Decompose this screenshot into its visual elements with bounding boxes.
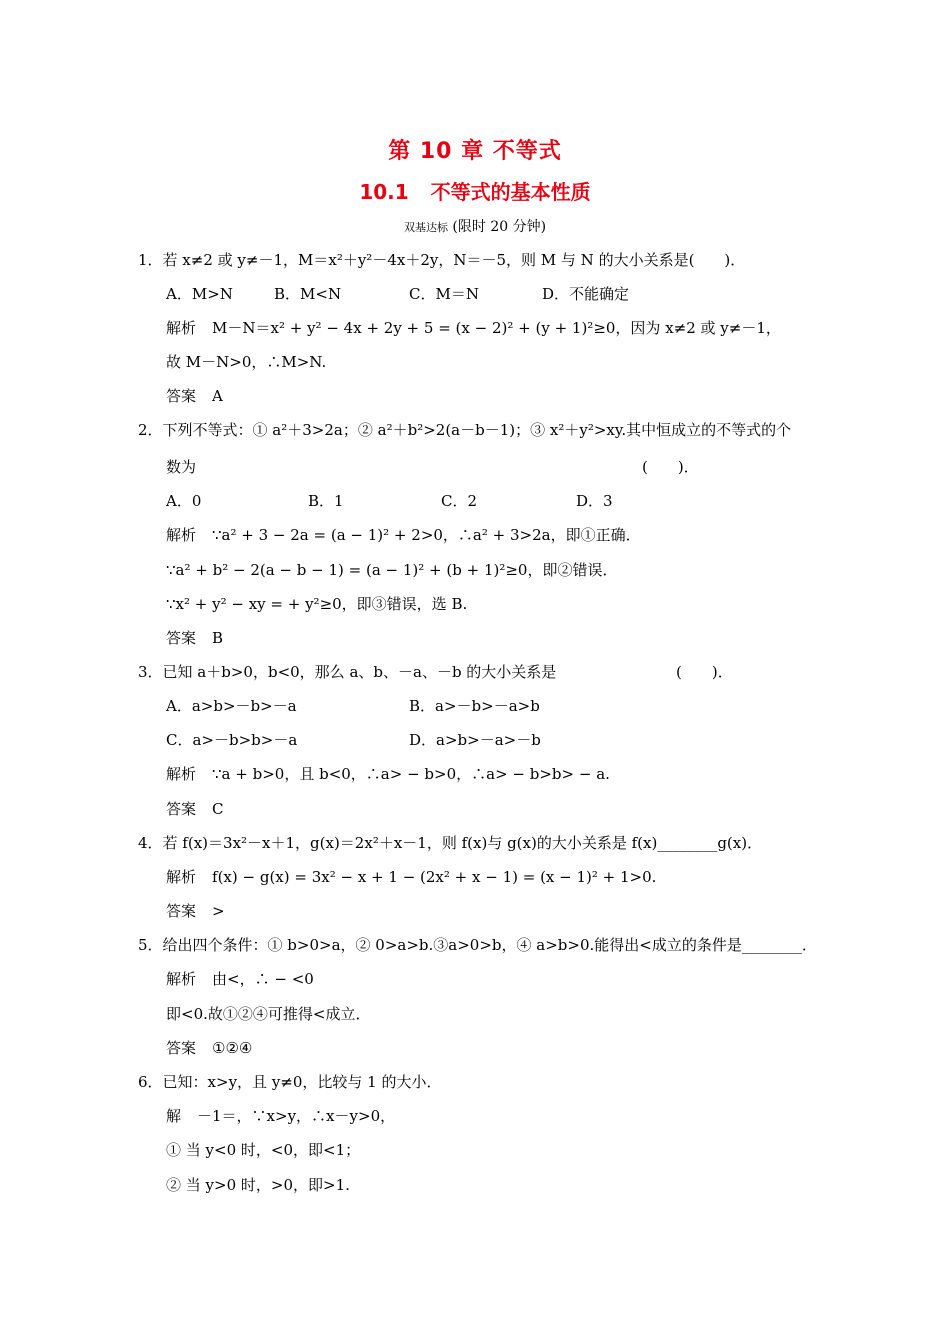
- q2-analysis-line-3: ∵x² + y² − xy = + y²≥0，即③错误，选 B.: [166, 595, 468, 613]
- q4-stem: 4．若 f(x)＝3x²－x＋1，g(x)＝2x²＋x－1，则 f(x)与 g(x)的大小关系是 f(x)________g(x)．: [138, 834, 763, 852]
- q1-analysis-line-1: [166, 318, 781, 338]
- q1-stem: 1．若 x≠2 或 y≠－1，M＝x²＋y²－4x＋2y，N＝－5，则 M 与 N 的大小关系是( )．: [138, 251, 746, 269]
- q2-analysis-line-1: [166, 525, 641, 545]
- q1-option-a: A．M>N: [166, 285, 233, 303]
- solution-label: 解: [166, 1107, 182, 1125]
- q2-stem-line-2: 数为: [166, 458, 197, 476]
- section-title: [0, 176, 950, 205]
- q4-answer: [166, 901, 225, 921]
- analysis-label: 解析: [166, 970, 197, 988]
- q6-solution-line-3: ② 当 y>0 时，>0，即>1.: [166, 1176, 350, 1194]
- q1-option-d: D．不能确定: [542, 285, 630, 303]
- answer-label: 答案: [166, 629, 197, 647]
- answer-label: 答案: [166, 387, 197, 405]
- q1-analysis-line-2: 故 M－N>0，∴M>N.: [166, 353, 327, 371]
- q2-analysis-line-2: ∵a² + b² − 2(a − b − 1) = (a − 1)² + (b + 1)²≥0，即②错误．: [166, 561, 618, 579]
- q3-stem-paren: ( )．: [676, 663, 733, 681]
- answer-label: 答案: [166, 800, 197, 818]
- section-name: 不等式的基本性质: [430, 180, 591, 204]
- q5-analysis-line-2: 即<0.故①②④可推得<成立．: [166, 1005, 371, 1023]
- q5-answer: [166, 1038, 252, 1058]
- q5-analysis-line-1: [166, 969, 314, 989]
- q6-solution-text: －1＝，∵x>y，∴x－y>0，: [197, 1107, 396, 1125]
- chapter-title: 第 10 章 不等式: [388, 139, 562, 164]
- analysis-label: 解析: [166, 868, 197, 886]
- q3-option-d: D．a>b>－a>－b: [409, 731, 541, 749]
- q1-answer: [166, 386, 223, 406]
- q6-stem: 6．已知：x>y，且 y≠0，比较与 1 的大小．: [138, 1073, 442, 1091]
- q2-option-d: D．3: [576, 492, 613, 510]
- q2-option-b: B．1: [308, 492, 344, 510]
- q6-solution-line-2: ① 当 y<0 时，<0，即<1；: [166, 1141, 361, 1159]
- section-number: 10.1: [359, 180, 409, 204]
- q2-stem-paren: ( )．: [642, 458, 699, 476]
- q2-stem-line-1: 2．下列不等式：① a²＋3>2a；② a²＋b²>2(a－b－1)；③ x²＋y²>xy.其中恒成立的不等式的个: [138, 421, 792, 439]
- analysis-label: 解析: [166, 319, 197, 337]
- q2-answer: [166, 628, 223, 648]
- answer-label: 答案: [166, 902, 197, 920]
- q6-solution-line-1: [166, 1106, 395, 1126]
- q3-answer: [166, 799, 224, 819]
- q3-option-c: C．a>－b>b>－a: [166, 731, 298, 749]
- q2-option-a: A．0: [166, 492, 202, 510]
- q2-analysis-text: ∵a² + 3 − 2a = (a − 1)² + 2>0，∴a² + 3>2a，即①正确．: [212, 526, 641, 544]
- q3-option-b: B．a>－b>－a>b: [409, 697, 540, 715]
- analysis-label: 解析: [166, 526, 197, 544]
- q3-option-a: A．a>b>－b>－a: [166, 697, 297, 715]
- q3-answer-value: C: [212, 800, 224, 818]
- q1-option-b: B．M<N: [274, 285, 342, 303]
- q1-answer-value: A: [212, 387, 223, 405]
- q4-analysis-text: f(x) − g(x) = 3x² − x + 1 − (2x² + x − 1) = (x − 1)² + 1>0.: [212, 868, 657, 886]
- analysis-label: 解析: [166, 765, 197, 783]
- q5-stem: 5．给出四个条件：① b>0>a，② 0>a>b.③a>0>b，④ a>b>0.能得出<成立的条件是________．: [138, 936, 817, 954]
- subtitle-suffix: (限时 20 分钟): [452, 219, 547, 235]
- q3-stem: 3．已知 a＋b>0，b<0，那么 a、b、－a、－b 的大小关系是: [138, 663, 557, 681]
- q4-answer-value: >: [212, 902, 225, 920]
- q1-option-c: C．M＝N: [409, 285, 479, 303]
- answer-label: 答案: [166, 1039, 197, 1057]
- q3-analysis-text: ∵a + b>0，且 b<0，∴a> − b>0，∴a> − b>b> − a.: [212, 765, 610, 783]
- subtitle-prefix: 双基达标: [403, 221, 448, 234]
- q1-analysis-text: M－N＝x² + y² − 4x + 2y + 5 = (x − 2)² + (y + 1)²≥0，因为 x≠2 或 y≠－1，: [212, 319, 781, 337]
- time-limit-subtitle: [0, 216, 950, 236]
- q4-analysis: [166, 867, 656, 887]
- q3-analysis: [166, 764, 610, 784]
- q5-answer-value: ①②④: [212, 1039, 253, 1057]
- q2-option-c: C．2: [441, 492, 478, 510]
- q5-analysis-text: 由<，∴ − <0: [212, 970, 314, 988]
- q2-answer-value: B: [212, 629, 224, 647]
